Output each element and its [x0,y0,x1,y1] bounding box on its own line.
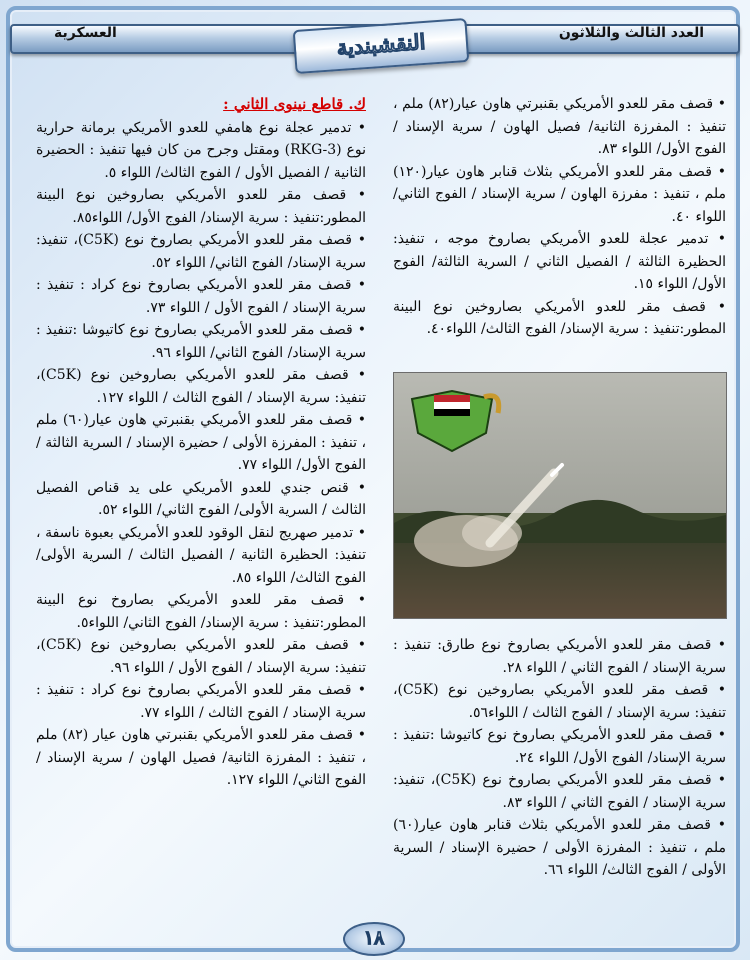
list-item: • قصف مقر للعدو الأمريكي بصاروخ نوع (C5K)، تنفيذ: سرية الإسناد/ الفوج الثاني/ اللواء ٥٢. [36,229,366,274]
list-item: • تدمير عجلة للعدو الأمريكي بصاروخ موجه ، تنفيذ: الحظيرة الثالثة / الفصيل الثاني / السرية الثالثة/ الفوج الأول/ اللواء ١٥. [393,228,726,296]
list-item: • قصف مقر للعدو الأمريكي بصاروخ نوع كاتيوشا :تنفيذ : سرية الإسناد/ الفوج الثاني/ اللواء ٩٦. [36,319,366,364]
list-item: • قصف مقر للعدو الأمريكي بصاروخين نوع (C5K)، تنفيذ: سرية الإسناد / الفوج الثالث / اللواء ١٢٧. [36,364,366,409]
list-item: • قصف مقر للعدو الأمريكي بصاروخ نوع (C5K)، تنفيذ: سرية الإسناد / الفوج الثاني / اللواء ٨٣. [393,769,726,814]
section-label: العسكرية [54,25,117,41]
list-item: • تدمير عجلة نوع هامفي للعدو الأمريكي برمانة حرارية نوع (RKG-3) ومقتل وجرح من كان فيها تنفيذ : الحضيرة الثانية / الفصيل الأول / الفوج الثالث/ اللواء ٥. [36,117,366,185]
issue-label: العدد الثالث والثلاثون [558,25,704,41]
rocket-launch-photo [393,372,727,619]
list-item: • قصف مقر للعدو الأمريكي بثلاث قنابر هاون عيار(٦٠) ملم ، تنفيذ : المفرزة الأولى / حضيرة الإسناد / السرية الأولى / الفوج الثالث/ اللواء ٦٦. [393,814,726,882]
page-number: ١٨ [363,927,385,949]
list-item: • قصف مقر للعدو الأمريكي بصاروخ نوع طارق: تنفيذ : سرية الإسناد / الفوج الثاني / اللواء ٢٨. [393,634,726,679]
list-item: • قصف مقر للعدو الأمريكي بصاروخ نوع كاتيوشا :تنفيذ : سرية الإسناد/ الفوج الأول/ اللواء ٢٤. [393,724,726,769]
list-item: • قصف مقر للعدو الأمريكي بصاروخ نوع البينة المطور:تنفيذ : سرية الإسناد/ الفوج الثاني/ اللواء٥. [36,589,366,634]
left-column [36,93,366,792]
list-item: • قصف مقر للعدو الأمريكي بصاروخين نوع البينة المطور:تنفيذ : سرية الإسناد/ الفوج الثالث/ اللواء٤٠. [393,296,726,341]
header-banner [8,10,742,82]
list-item: • تدمير صهريج لنقل الوقود للعدو الأمريكي بعبوة ناسفة ، تنفيذ: الحظيرة الثانية / الفصيل الثالث / السرية الأولى/ الفوج الثالث/ اللواء ٨٥. [36,522,366,590]
list-item: • قصف مقر للعدو الأمريكي بصاروخ نوع كراد : تنفيذ : سرية الإسناد / الفوج الثالث / اللواء ٧٧. [36,679,366,724]
list-item: • قصف مقر للعدو الأمريكي بصاروخ نوع كراد : تنفيذ : سرية الإسناد / الفوج الأول / اللواء ٧٣. [36,274,366,319]
list-item: • قنص جندي للعدو الأمريكي على يد قناص الفصيل الثالث / السرية الأولى/ الفوج الثاني/ اللواء ٥٢. [36,477,366,522]
title-ribbon [276,18,486,76]
section-heading: ك. قاطع نينوى الثاني : [223,95,366,113]
list-item: • قصف مقر للعدو الأمريكي بصاروخين نوع (C5K)، تنفيذ: سرية الإسناد / الفوج الثالث / اللواء٥٦. [393,679,726,724]
list-item: • قصف مقر للعدو الأمريكي بقنبرتي هاون عيار(٦٠) ملم ، تنفيذ : المفرزة الأولى / حضيرة الإسناد / السرية الثالثة / الفوج الأول/ اللواء ٧٧. [36,409,366,477]
list-item: • قصف مقر للعدو الأمريكي بقنبرتي هاون عيار (٨٢) ملم ، تنفيذ : المفرزة الثانية/ فصيل الهاون / سرية الإسناد / الفوج الثاني/ اللواء ١٢٧. [36,724,366,792]
page-number-badge [343,922,405,956]
right-column-top [393,93,726,341]
list-item: • قصف مقر للعدو الأمريكي بصاروخين نوع البينة المطور:تنفيذ : سرية الإسناد/ الفوج الأول/ اللواء٨٥. [36,184,366,229]
list-item: • قصف مقر للعدو الأمريكي بثلاث قنابر هاون عيار(١٢٠) ملم ، تنفيذ : مفرزة الهاون / سرية الإسناد / الفوج الثاني/ اللواء ٤٠. [393,161,726,229]
list-item: • قصف مقر للعدو الأمريكي بقنبرتي هاون عيار(٨٢) ملم ، تنفيذ : المفرزة الثانية/ فصيل الهاون / سرية الإسناد / الفوج الأول/ اللواء ٨٣. [393,93,726,161]
list-item: • قصف مقر للعدو الأمريكي بصاروخين نوع (C5K)، تنفيذ: سرية الإسناد / الفوج الأول / اللواء ٩٦. [36,634,366,679]
right-column-bottom [393,634,726,882]
magazine-title: النقشبندية [335,28,427,61]
photo-illustration [394,373,726,618]
